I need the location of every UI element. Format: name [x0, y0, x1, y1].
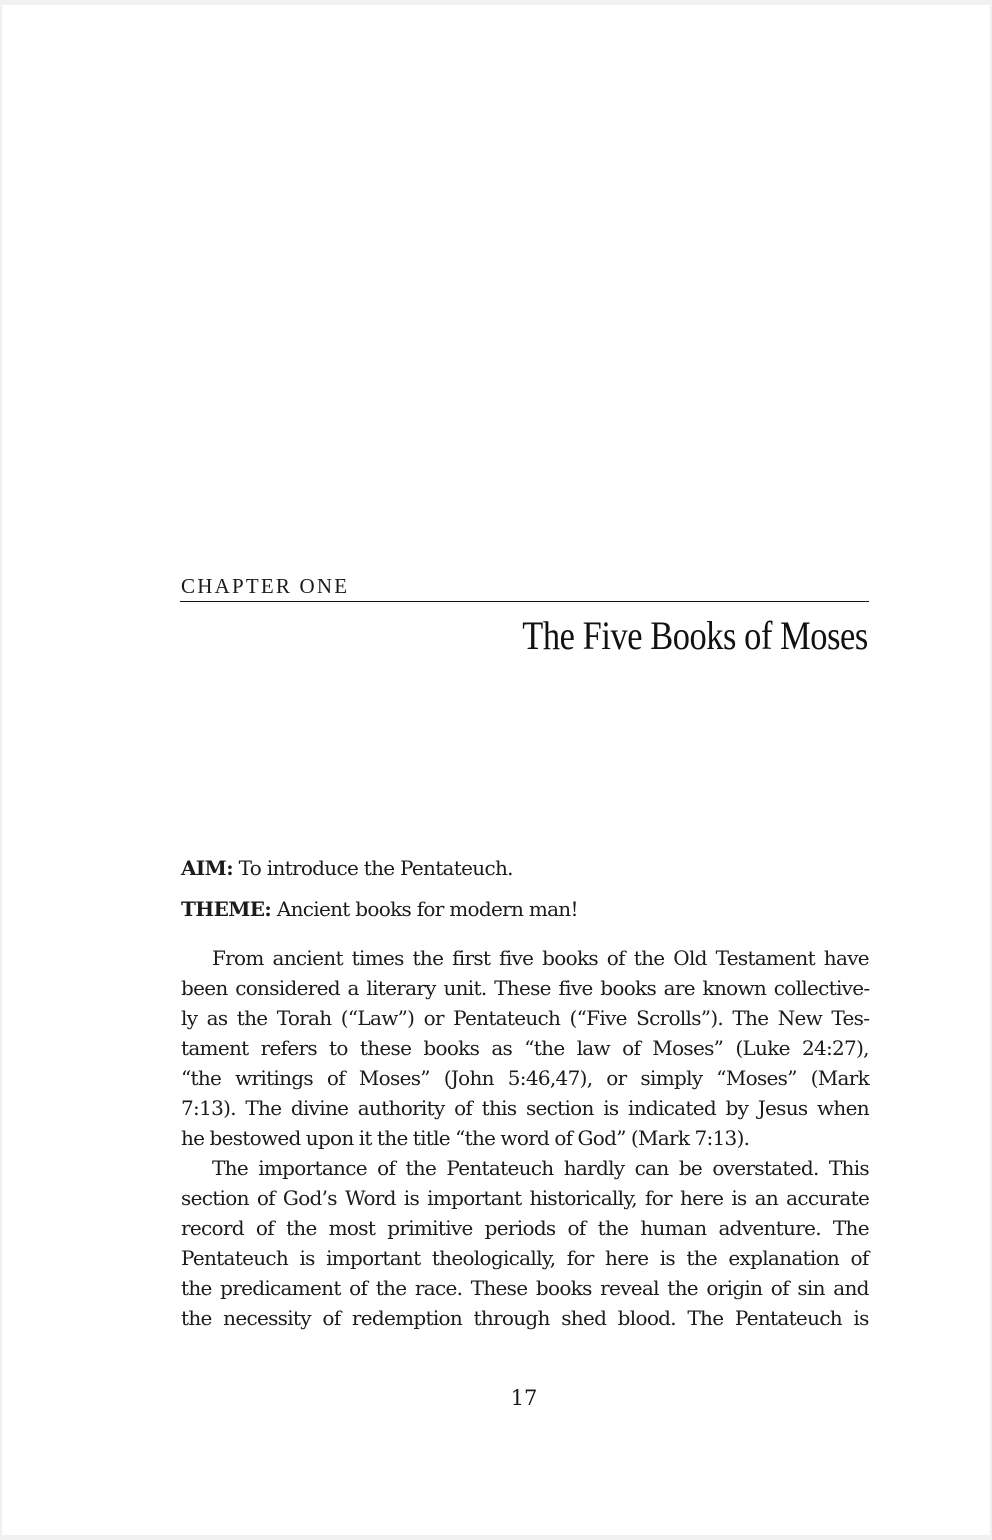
- chapter-divider: [180, 601, 869, 602]
- theme-label: THEME:: [181, 897, 272, 921]
- theme-text: Ancient books for modern man!: [271, 897, 578, 921]
- aim-line: [181, 854, 869, 882]
- paragraph-line: been considered a literary unit. These five books are known collective-: [181, 976, 870, 1000]
- body-text: [181, 943, 869, 1333]
- theme-line: [181, 895, 869, 923]
- paragraph-line: ly as the Torah (“Law”) or Pentateuch (“Five Scrolls”). The New Tes-: [181, 1006, 870, 1030]
- aim-text: To introduce the Pentateuch.: [233, 856, 513, 880]
- paragraph-line: the predicament of the race. These books reveal the origin of sin and: [181, 1276, 869, 1300]
- paragraph-line: 7:13). The divine authority of this section is indicated by Jesus when: [181, 1096, 869, 1120]
- chapter-label: CHAPTER ONE: [181, 574, 350, 598]
- paragraph-line: he bestowed upon it the title “the word of God” (Mark 7:13).: [181, 1126, 750, 1150]
- aim-label: AIM:: [181, 856, 233, 880]
- paragraph-line: the necessity of redemption through shed blood. The Pentateuch is: [181, 1306, 869, 1330]
- paragraph-line: Pentateuch is important theologically, for here is the explanation of: [181, 1246, 869, 1270]
- paragraph-line: The importance of the Pentateuch hardly can be overstated. This: [212, 1156, 869, 1180]
- paragraph-line: record of the most primitive periods of the human adventure. The: [181, 1216, 869, 1240]
- paragraph-line: section of God’s Word is important historically, for here is an accurate: [181, 1186, 870, 1210]
- page-number: 17: [510, 1386, 538, 1410]
- paragraph-line: From ancient times the first five books of the Old Testament have: [212, 946, 869, 970]
- paragraph-line: tament refers to these books as “the law of Moses” (Luke 24:27),: [181, 1036, 869, 1060]
- chapter-title: The Five Books of Moses: [522, 613, 868, 658]
- paragraph-line: “the writings of Moses” (John 5:46,47), or simply “Moses” (Mark: [181, 1066, 870, 1090]
